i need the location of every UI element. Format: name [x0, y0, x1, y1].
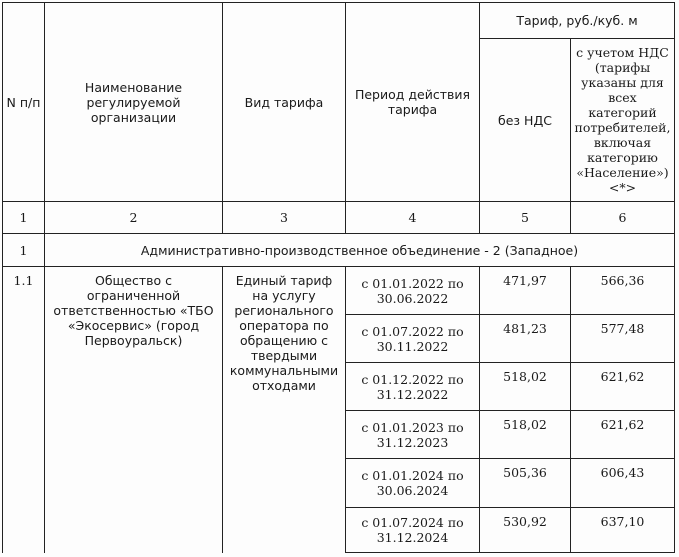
- section-number: 1: [3, 234, 45, 267]
- section-title: Административно-производственное объединение - 2 (Западное): [45, 234, 675, 267]
- column-number: 2: [45, 202, 223, 234]
- with-vat-cell: 621,62: [571, 411, 675, 459]
- header-period: Период действия тарифа: [346, 3, 480, 202]
- entry-organization: Общество с ограниченной ответственностью «ТБО «Экосервис» (город Первоуральск): [45, 267, 223, 553]
- no-vat-cell: 518,02: [480, 411, 571, 459]
- table-row: [3, 267, 675, 315]
- period-cell: с 01.07.2024 по 31.12.2024: [346, 508, 480, 553]
- header-with-vat: с учетом НДС (тарифы указаны для всех категорий потребителей, включая категорию «Население») <*>: [571, 39, 675, 202]
- with-vat-cell: 566,36: [571, 267, 675, 315]
- no-vat-cell: 471,97: [480, 267, 571, 315]
- no-vat-cell: 505,36: [480, 459, 571, 508]
- column-number: 5: [480, 202, 571, 234]
- no-vat-cell: 530,92: [480, 508, 571, 553]
- header-tariff-group: Тариф, руб./куб. м: [480, 3, 675, 39]
- entry-tariff-type: Единый тариф на услугу регионального оператора по обращению с твердыми коммунальными отходами: [223, 267, 346, 553]
- with-vat-cell: 577,48: [571, 315, 675, 363]
- column-number: 3: [223, 202, 346, 234]
- period-cell: с 01.01.2022 по 30.06.2022: [346, 267, 480, 315]
- no-vat-cell: 518,02: [480, 363, 571, 411]
- header-tariff-type: Вид тарифа: [223, 3, 346, 202]
- with-vat-cell: 637,10: [571, 508, 675, 553]
- header-no-vat: без НДС: [480, 39, 571, 202]
- period-cell: с 01.01.2024 по 30.06.2024: [346, 459, 480, 508]
- column-number-row: [3, 202, 675, 234]
- period-cell: с 01.07.2022 по 30.11.2022: [346, 315, 480, 363]
- column-number: 1: [3, 202, 45, 234]
- period-cell: с 01.12.2022 по 31.12.2022: [346, 363, 480, 411]
- section-row: [3, 234, 675, 267]
- with-vat-cell: 621,62: [571, 363, 675, 411]
- tariff-table: [2, 2, 675, 553]
- header-number: N п/п: [3, 3, 45, 202]
- period-cell: с 01.01.2023 по 31.12.2023: [346, 411, 480, 459]
- with-vat-cell: 606,43: [571, 459, 675, 508]
- header-organization: Наименование регулируемой организации: [45, 3, 223, 202]
- no-vat-cell: 481,23: [480, 315, 571, 363]
- column-number: 6: [571, 202, 675, 234]
- entry-number: 1.1: [3, 267, 45, 553]
- column-number: 4: [346, 202, 480, 234]
